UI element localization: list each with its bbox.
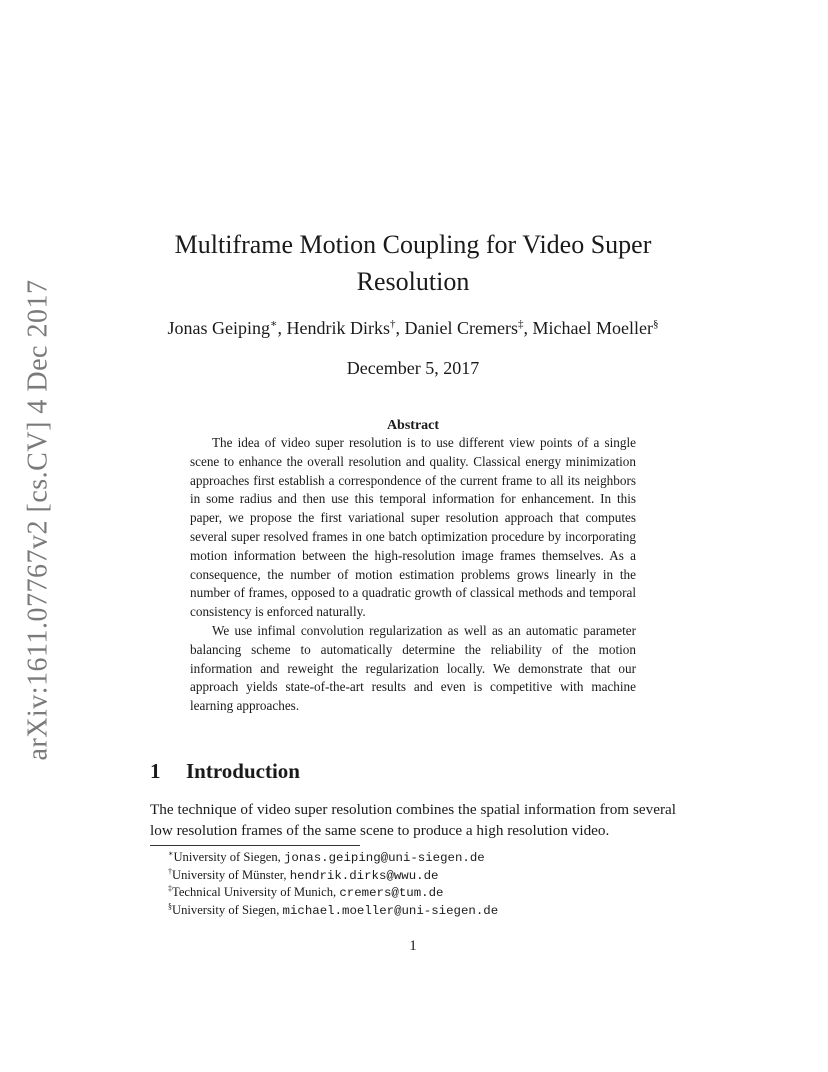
- author-footnote-mark: †: [390, 318, 396, 330]
- footnote-mark: ‡: [168, 883, 172, 893]
- publication-date: December 5, 2017: [346, 358, 480, 378]
- footnote-affiliation: University of Münster,: [172, 867, 290, 882]
- author-name: Jonas Geiping: [167, 318, 271, 338]
- section-number: 1: [150, 759, 161, 783]
- page-number: 1: [409, 938, 417, 954]
- footnotes: [168, 849, 498, 919]
- abstract-body: [190, 434, 636, 716]
- arxiv-identifier-text: arXiv:1611.07767v2 [cs.CV] 4 Dec 2017: [22, 279, 53, 761]
- arxiv-identifier-stamp: [14, 279, 62, 761]
- paper-title: Multiframe Motion Coupling for Video Super Resolution: [174, 230, 652, 296]
- author-separator: ,: [277, 318, 287, 338]
- footnote-affiliation: University of Siegen,: [172, 902, 283, 917]
- author-separator: ,: [523, 318, 533, 338]
- author-footnote-mark: ‡: [517, 318, 524, 330]
- author-name: Michael Moeller: [532, 318, 653, 338]
- footnote-email: jonas.geiping@uni-siegen.de: [283, 851, 485, 865]
- footnote-email: michael.moeller@uni-siegen.de: [282, 903, 499, 918]
- section-heading: [150, 757, 300, 785]
- author-footnote-mark: §: [652, 318, 659, 330]
- footnote-affiliation: University of Siegen,: [173, 850, 284, 864]
- author-name: Hendrik Dirks: [286, 318, 391, 338]
- footnote-mark: ∗: [168, 848, 174, 858]
- footnote-email: hendrik.dirks@wwu.de: [289, 868, 439, 883]
- author-footnote-mark: ∗: [270, 318, 278, 330]
- abstract-paragraph: The idea of video super resolution is to use different view points of a single scene to enhance the overall resolution and quality. Classical energy minimization approaches first establish a correspondence of the current frame to all its neighbors in some radius and then use this temporal information for enhancement. In this paper, we propose the first variational super resolution approach that computes several super resolved frames in one batch optimization procedure by incorporating motion information between the high-resolution image frames themselves. As a consequence, the number of motion estimation problems grows linearly in the number of frames, opposed to a quadratic growth of classical methods and temporal consistency is enforced naturally.: [190, 435, 636, 620]
- author-separator: ,: [395, 318, 405, 338]
- introduction-paragraph: The technique of video super resolution combines the spatial information from several low resolution frames of the same scene to produce a high resolution video.: [150, 801, 676, 839]
- footnote-email: cremers@tum.de: [339, 886, 444, 900]
- footnote-divider: [150, 845, 360, 846]
- footnote-mark: §: [168, 901, 172, 911]
- footnote: [168, 849, 498, 867]
- abstract-heading: Abstract: [386, 418, 440, 433]
- footnote: [168, 867, 498, 885]
- abstract-paragraph: We use infimal convolution regularization as well as an automatic parameter balancing scheme to automatically determine the reliability of the motion information and reweight the regularization locally. We demonstrate that our approach yields state-of-the-art results and even is competitive with machine learning approaches.: [190, 622, 636, 714]
- footnote: [168, 902, 498, 920]
- footnote-affiliation: Technical University of Munich,: [172, 885, 340, 899]
- footnote-mark: †: [168, 866, 172, 876]
- author-list: [120, 316, 706, 340]
- footnote: [168, 884, 498, 902]
- section-title: Introduction: [186, 759, 300, 783]
- author-name: Daniel Cremers: [404, 318, 518, 338]
